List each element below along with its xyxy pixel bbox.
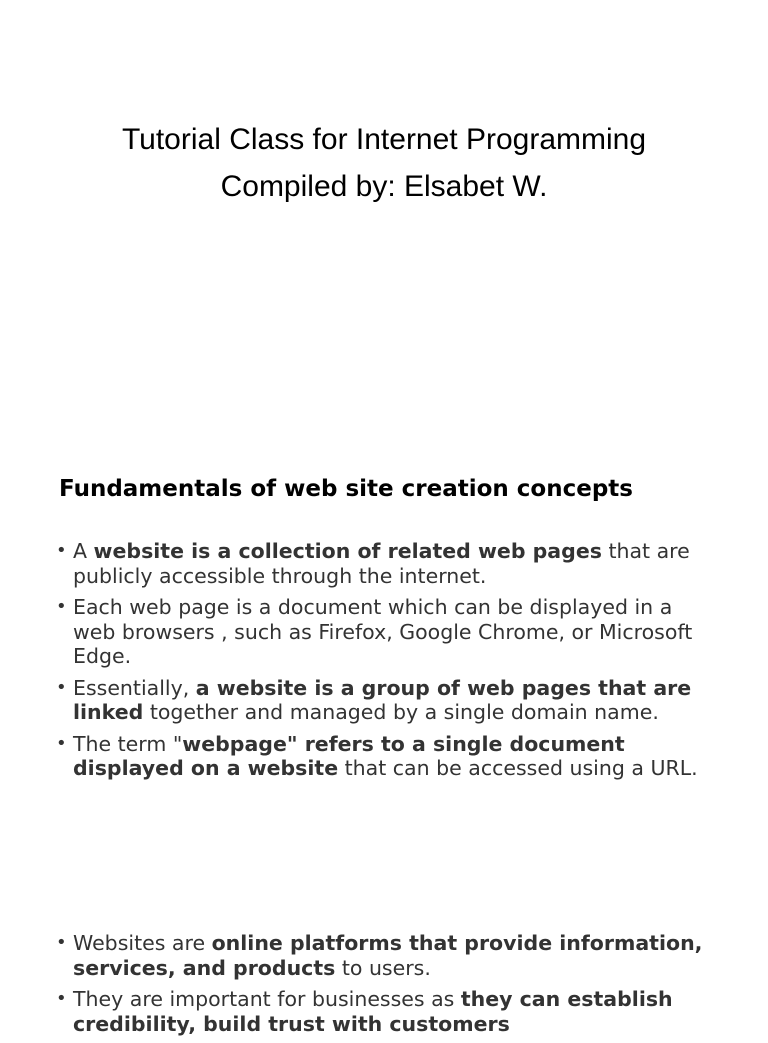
bullet-list-importance xyxy=(56,931,716,1043)
bullet-item: • They are important for businesses as they can establish credibility, build trust with customers xyxy=(56,987,673,1036)
slide-author: Compiled by: Elsabet W. xyxy=(220,170,548,203)
bullet-item: • The term "webpage" refers to a single document displayed on a website that can be accessed using a URL. xyxy=(56,731,698,780)
bullet-item: • Each web page is a document which can be displayed in a web browsers , such as Firefox, Google Chrome, or Microsoft Edge. xyxy=(56,595,693,668)
bullet-icon: • xyxy=(56,676,67,698)
bullet-item: • A website is a collection of related web pages that are publicly accessible through the internet. xyxy=(56,539,690,588)
bullet-icon: • xyxy=(56,540,67,561)
bullet-icon: • xyxy=(56,596,67,617)
slide-title: Tutorial Class for Internet Programming xyxy=(121,123,647,156)
slide-title-block xyxy=(0,116,768,210)
section-heading: Fundamentals of web site creation concepts xyxy=(59,476,633,502)
bullet-item: • Essentially, a website is a group of web pages that are linked together and managed by a single domain name. xyxy=(56,675,692,724)
bullet-item: • Websites are online platforms that provide information, services, and products to users. xyxy=(56,931,703,980)
bullet-icon: • xyxy=(56,732,67,754)
bullet-icon: • xyxy=(56,932,67,953)
bullet-list-fundamentals xyxy=(56,539,716,788)
bullet-icon: • xyxy=(56,988,67,1009)
